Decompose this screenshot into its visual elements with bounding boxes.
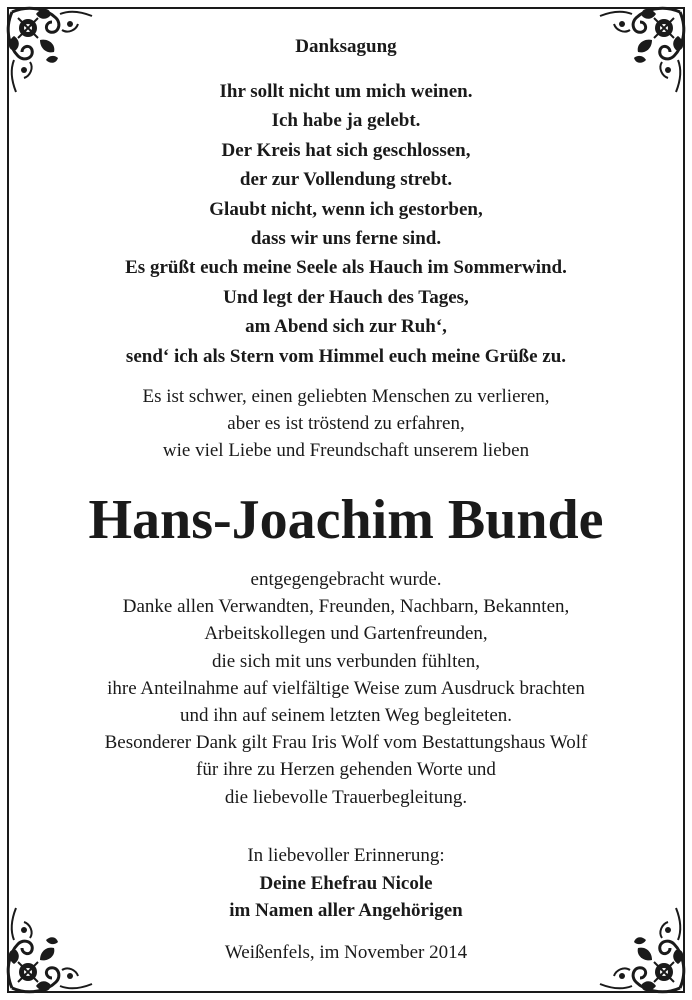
poem-line: am Abend sich zur Ruh‘, bbox=[245, 316, 447, 338]
thanks-line: die liebevolle Trauerbegleitung. bbox=[224, 786, 468, 808]
intro-line: aber es ist tröstend zu erfahren, bbox=[227, 413, 465, 434]
poem-line: Es grüßt euch meine Seele als Hauch im Sommerwind. bbox=[125, 257, 567, 279]
border-line-bottom bbox=[96, 991, 596, 993]
notice-heading: Danksagung bbox=[295, 36, 397, 57]
poem-line: der zur Vollendung strebt. bbox=[239, 169, 453, 191]
border-line-top bbox=[96, 7, 596, 9]
signature-family: im Namen aller Angehörigen bbox=[229, 900, 463, 921]
poem-line: Ihr sollt nicht um mich weinen. bbox=[219, 81, 473, 102]
thanks-line: ihre Anteilnahme auf vielfältige Weise zum Ausdruck brachten bbox=[107, 677, 585, 699]
deceased-name: Hans-Joachim Bunde bbox=[88, 489, 604, 551]
thanks-line: und ihn auf seinem letzten Weg begleiteten. bbox=[179, 705, 513, 727]
poem-line: dass wir uns ferne sind. bbox=[250, 228, 442, 250]
thanks-line: entgegengebracht wurde. bbox=[250, 569, 442, 590]
intro-line: Es ist schwer, einen geliebten Menschen zu verlieren, bbox=[142, 386, 550, 407]
poem-line: Glaubt nicht, wenn ich gestorben, bbox=[209, 198, 483, 220]
thanks-line: Arbeitskollegen und Gartenfreunden, bbox=[204, 623, 488, 645]
poem-line: Der Kreis hat sich geschlossen, bbox=[221, 139, 471, 161]
thanks-line: Besonderer Dank gilt Frau Iris Wolf vom Bestattungshaus Wolf bbox=[104, 732, 588, 754]
thanks-paragraph bbox=[20, 566, 672, 811]
intro-paragraph bbox=[20, 383, 672, 464]
thanks-line: Danke allen Verwandten, Freunden, Nachbarn, Bekannten, bbox=[122, 596, 570, 618]
thanks-line: die sich mit uns verbunden fühlten, bbox=[211, 650, 481, 672]
border-line-right bbox=[683, 100, 685, 900]
poem-line: Und legt der Hauch des Tages, bbox=[223, 286, 469, 308]
place-date: Weißenfels, im November 2014 bbox=[224, 942, 468, 963]
poem-line: Ich habe ja gelebt. bbox=[271, 110, 421, 132]
signature-from: Deine Ehefrau Nicole bbox=[259, 872, 433, 894]
intro-line: wie viel Liebe und Freundschaft unserem lieben bbox=[162, 440, 530, 461]
border-line-left bbox=[7, 100, 9, 900]
signature-intro: In liebevoller Erinnerung: bbox=[247, 845, 445, 866]
poem-line: send‘ ich als Stern vom Himmel euch meine Grüße zu. bbox=[125, 345, 567, 367]
poem bbox=[20, 77, 672, 371]
thanks-line: für ihre zu Herzen gehenden Worte und bbox=[196, 759, 496, 781]
signature-block bbox=[20, 842, 672, 925]
